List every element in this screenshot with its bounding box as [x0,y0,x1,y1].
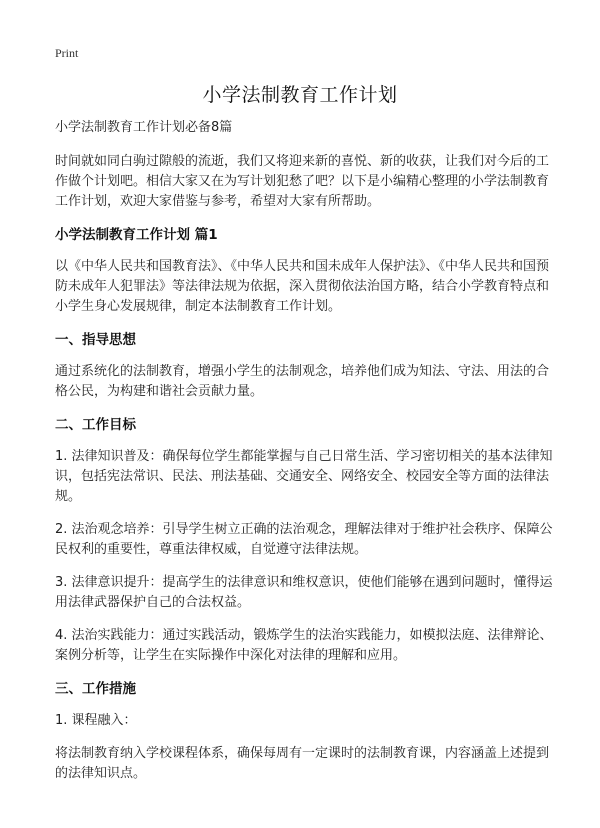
print-label[interactable]: Print [55,46,79,60]
guiding-ideology-paragraph: 通过系统化的法制教育，增强小学生的法制观念，培养他们成为知法、守法、用法的合格公民，为构建和谐社会贡献力量。 [55,364,550,399]
measure-body: 将法制教育纳入学校课程体系，确保每周有一定课时的法制教育课，内容涵盖上述提到的法律知识点。 [55,746,550,781]
page-title: 小学法制教育工作计划 [202,84,398,106]
document-subtitle: 小学法制教育工作计划必备8篇 [55,120,233,135]
heading-work-goals: 二、工作目标 [55,417,136,433]
measure-title: 1. 课程融入： [55,713,137,728]
document-body [55,118,555,797]
heading-guiding-ideology: 一、指导思想 [55,332,136,348]
section-intro-paragraph: 以《中华人民共和国教育法》、《中华人民共和国未成年人保护法》、《中华人民共和国预防未成年人犯罪法》等法律法规为依据，深入贯彻依法治国方略，结合小学教育特点和小学生身心发展规律，制定本法制教育工作计划。 [55,259,550,314]
goal-item: 3. 法律意识提升：提高学生的法律意识和维权意识，使他们能够在遇到问题时，懂得运用法律武器保护自己的合法权益。 [55,575,553,610]
goal-item: 4. 法治实践能力：通过实践活动，锻炼学生的法治实践能力，如模拟法庭、法律辩论、案例分析等，让学生在实际操作中深化对法律的理解和应用。 [55,628,553,663]
section-heading: 小学法制教育工作计划 篇1 [55,227,218,243]
goal-item: 2. 法治观念培养：引导学生树立正确的法治观念，理解法律对于维护社会秩序、保障公民权利的重要性，尊重法律权威，自觉遵守法律法规。 [55,522,553,557]
goal-item: 1. 法律知识普及：确保每位学生都能掌握与自己日常生活、学习密切相关的基本法律知识，包括宪法常识、民法、刑法基础、交通安全、网络安全、校园安全等方面的法律法规。 [55,449,553,504]
heading-work-measures: 三、工作措施 [55,681,136,697]
intro-paragraph: 时间就如同白驹过隙般的流逝，我们又将迎来新的喜悦、新的收获，让我们对今后的工作做个计划吧。相信大家又在为写计划犯愁了吧？以下是小编精心整理的小学法制教育工作计划，欢迎大家借鉴与参考，希望对大家有所帮助。 [55,154,550,209]
